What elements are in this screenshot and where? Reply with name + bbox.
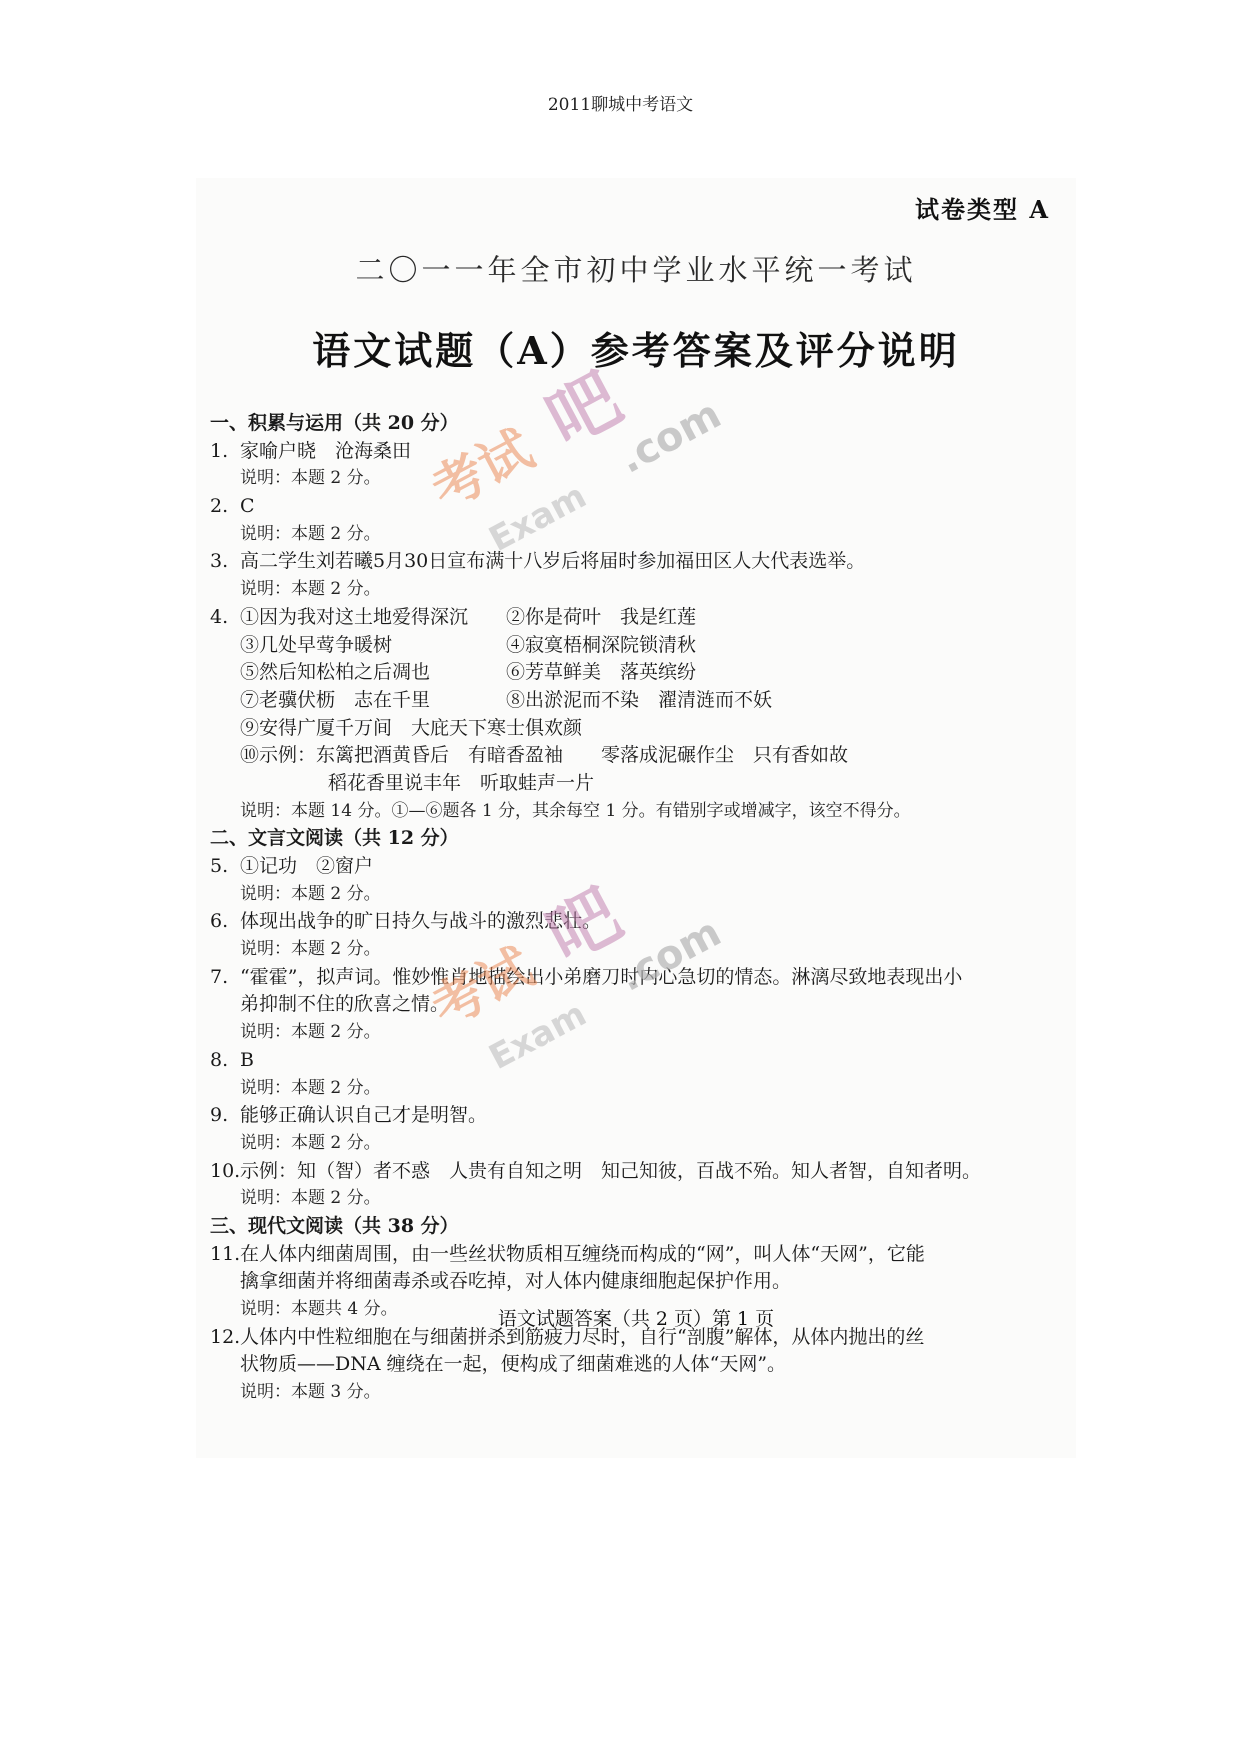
watermark-logo: .com [611, 391, 729, 483]
answer-item [210, 964, 1070, 992]
answer-item [210, 1241, 1070, 1269]
question-number: 8. [210, 1048, 229, 1071]
answer-list [210, 410, 1070, 1407]
answer-item [210, 548, 1070, 576]
answer-text: 体现出战争的旷日持久与战斗的激烈悲壮。 [240, 910, 602, 933]
answer-item [210, 604, 1070, 632]
answer-item [210, 853, 1070, 881]
section-heading: 二、文言文阅读（共 12 分） [210, 827, 459, 850]
question-number: 1. [210, 439, 229, 462]
scoring-note: 说明：本题 2 分。 [240, 1077, 381, 1098]
question-number: 12. [210, 1325, 241, 1348]
watermark-logo: .com [611, 909, 729, 1001]
answer-continuation: ⑨安得广厦千万间 大庇天下寒士俱欢颜 [240, 716, 583, 739]
answer-continuation: 稻花香里说丰年 听取蛙声一片 [328, 771, 595, 794]
watermark-logo: 吧 [533, 872, 634, 978]
page-header: 2011聊城中考语文 [547, 95, 694, 115]
answer-text: C [240, 495, 255, 518]
answer-text: 人体内中性粒细胞在与细菌拼杀到筋疲力尽时，自行“剖腹”解体，从体内抛出的丝 [240, 1325, 925, 1348]
watermark-logo: Exam [482, 994, 593, 1078]
answer-continuation: ③几处早莺争暖树 ④寂寞梧桐深院锁清秋 [240, 633, 697, 656]
section-heading: 一、积累与运用（共 20 分） [210, 412, 459, 434]
answer-continuation: 弟抑制不住的欣喜之情。 [240, 993, 450, 1016]
answer-text: B [240, 1048, 254, 1071]
question-number: 10. [210, 1159, 241, 1182]
answer-continuation: ⑤然后知松柏之后凋也 ⑥芳草鲜美 落英缤纷 [240, 661, 697, 684]
answer-text: ①记功 ②窗户 [240, 855, 374, 877]
question-number: 9. [210, 1104, 229, 1127]
answer-item [210, 1158, 1070, 1186]
answer-text: 示例：知（智）者不惑 人贵有自知之明 知己知彼，百战不殆。知人者智，自知者明。 [240, 1159, 982, 1182]
answer-title: 语文试题（A）参考答案及评分说明 [312, 328, 960, 373]
scoring-note: 说明：本题 2 分。 [240, 523, 381, 544]
answer-sheet-footer: 语文试题答案（共 2 页）第 1 页 [497, 1308, 775, 1330]
answer-item [210, 1102, 1070, 1130]
answer-text: 家喻户晓 沧海桑田 [240, 439, 412, 462]
answer-continuation: ⑩示例：东篱把酒黄昏后 有暗香盈袖 零落成泥碾作尘 只有香如故 [240, 744, 849, 767]
scoring-note: 说明：本题 2 分。 [240, 1132, 381, 1153]
scanned-answer-sheet [196, 178, 1076, 1458]
question-number: 4. [210, 605, 229, 628]
scoring-note: 说明：本题共 4 分。 [240, 1299, 398, 1319]
scoring-note: 说明：本题 2 分。 [240, 883, 381, 904]
answer-text: 高二学生刘若曦5月30日宣布满十八岁后将届时参加福田区人大代表选举。 [240, 550, 866, 573]
answer-continuation: 状物质——DNA 缠绕在一起，便构成了细菌难逃的人体“天网”。 [240, 1353, 787, 1376]
answer-continuation: ⑦老骥伏枥 志在千里 ⑧出淤泥而不染 濯清涟而不妖 [240, 688, 773, 711]
answer-continuation: 擒拿细菌并将细菌毒杀或吞吃掉，对人体内健康细胞起保护作用。 [240, 1270, 792, 1293]
scoring-note: 说明：本题 2 分。 [240, 579, 381, 600]
answer-item [210, 1047, 1070, 1075]
watermark-logo: 考试 [422, 419, 543, 522]
scoring-note: 说明：本题 2 分。 [240, 939, 381, 960]
question-number: 5. [210, 855, 229, 877]
answer-text: 能够正确认识自己才是明智。 [240, 1104, 488, 1127]
answer-item [210, 438, 1070, 466]
answer-text: “霍霍”，拟声词。惟妙惟肖地描绘出小弟磨刀时内心急切的情态。淋漓尽致地表现出小 [240, 965, 963, 988]
scoring-note: 说明：本题 14 分。①—⑥题各 1 分，其余每空 1 分。有错别字或增减字，该空不得分。 [240, 800, 911, 821]
watermark-logo: 考试 [422, 937, 543, 1040]
answer-text: ①因为我对这土地爱得深沉 ②你是荷叶 我是红莲 [240, 605, 697, 628]
watermark-logo: Exam [482, 476, 593, 560]
answer-text: 在人体内细菌周围，由一些丝状物质相互缠绕而构成的“网”，叫人体“天网”，它能 [240, 1242, 925, 1265]
question-number: 6. [210, 910, 229, 933]
scoring-note: 说明：本题 2 分。 [240, 1188, 381, 1209]
question-number: 11. [210, 1242, 241, 1265]
watermark-logo: 吧 [533, 356, 634, 462]
scoring-note: 说明：本题 2 分。 [240, 1022, 381, 1043]
scoring-note: 说明：本题 3 分。 [240, 1382, 381, 1403]
paper-type-label: 试卷类型 A [915, 195, 1050, 224]
section-heading: 三、现代文阅读（共 38 分） [210, 1214, 459, 1237]
question-number: 3. [210, 550, 229, 573]
answer-item [210, 908, 1070, 936]
question-number: 7. [210, 965, 229, 988]
scoring-note: 说明：本题 2 分。 [240, 468, 381, 489]
exam-title: 二〇一一年全市初中学业水平统一考试 [355, 253, 917, 287]
answer-item [210, 493, 1070, 521]
question-number: 2. [210, 495, 229, 518]
